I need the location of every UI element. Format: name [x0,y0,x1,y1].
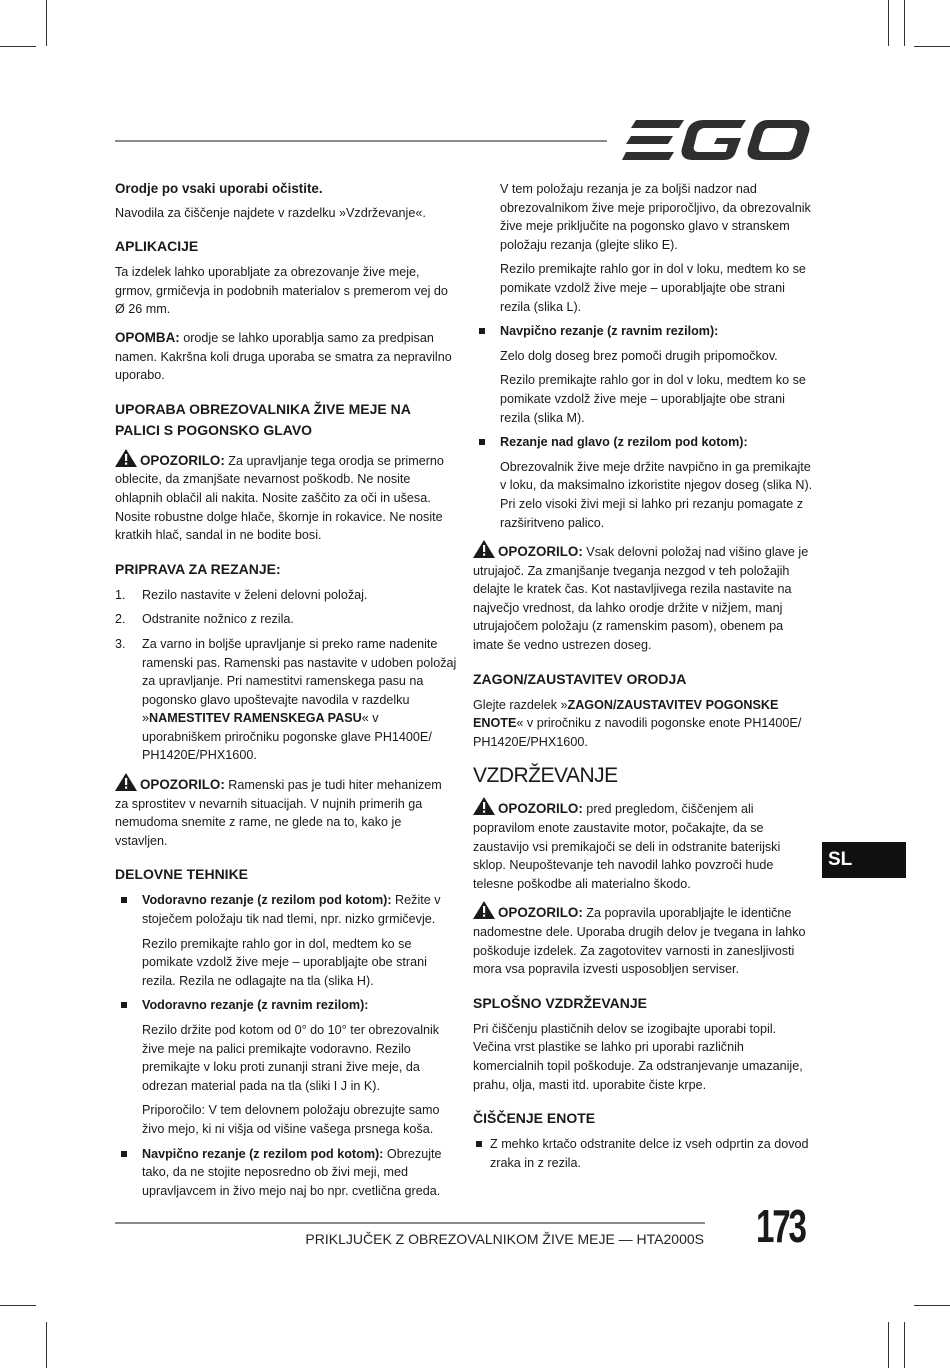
list-item: Navpično rezanje (z ravnim rezilom): Zelo dolg doseg brez pomoči drugih pripomočkov. Rezilo premikajte rahlo gor in dol v loku, medtem ko se pomikate vzdolž žive meje – uporabljajte obe strani rezila (slika M). [473,322,813,427]
warning-triangle-icon [115,773,137,791]
general-maintenance-text: Pri čiščenju plastičnih delov se izogibajte uporabi topil. Večina vrst plastike se lahko pri uporabi različnih komercialnih topil poškoduje. Za odstranjevanje umazanije, prahu, olja, masti itd. uporabite čiste krpe. [473,1021,803,1092]
general-maintenance-heading: SPLOŠNO VZDRŽEVANJE [473,994,647,1011]
crop-mark [46,1322,47,1368]
warning-text: Vsak delovni položaj nad višino glave je utrujajoč. Za zmanjšanje tveganja nezgod v teh položajih delajte le kratek čas. Kot nastavljivega rezila nastavite na največjo vrednost, da lahko orodje držite v nižjem, manj utrujajočem položaju (z ramenskim pasom), obenem pa imate še vedno ustrezen doseg. [473,545,809,653]
preparation-heading: PRIPRAVA ZA REZANJE: [115,560,281,577]
warning-triangle-icon [115,449,137,467]
note-paragraph [115,329,457,385]
bullet-icon [121,1002,127,1008]
crop-mark [904,1322,905,1368]
warning-overhead [473,540,813,655]
continued-text: Rezilo premikajte rahlo gor in dol v loku, medtem ko se pomikate vzdolž žive meje – uporabljajte obe strani rezila (slika L). [500,262,806,314]
bullet-icon [121,1151,127,1157]
warning-maintenance [473,797,813,893]
warning-label: OPOZORILO: [140,452,225,468]
language-tab: SL [822,842,906,878]
crop-mark [46,0,47,46]
list-item: Navpično rezanje (z rezilom pod kotom): Obrezujte tako, da ne stojite neposredno ob živi meji, med upravljavcem in živo mejo naj bo npr. cvetlična greda. [115,1145,457,1201]
bullet-icon [476,1141,482,1147]
warning-triangle-icon [473,901,495,919]
crop-mark [904,0,905,46]
warning-text: Ramenski pas je tudi hiter mehanizem za sprostitev v nevarnih situacijah. V nujnih primerih ga nemudoma snemite z rame, ne glede na to, kako je vstavljen. [115,778,442,848]
list-item: 1. Rezilo nastavite v želeni delovni položaj. [115,587,368,602]
left-column [115,180,457,1206]
crop-mark [0,1305,36,1306]
warning-triangle-icon [473,797,495,815]
continued-text: V tem položaju rezanja je za boljši nadzor nad obrezovalnikom žive meje priporočljivo, da obrezovalnik žive meje priključite na pogonsko glavo v stranskem položaju rezanja (glejte sliko E). [500,182,811,252]
header-rule [115,140,607,142]
start-stop-heading: ZAGON/ZAUSTAVITEV ORODJA [473,670,687,687]
unit-cleaning-list [473,1135,813,1172]
bullet-icon [479,328,485,334]
crop-mark [888,1322,889,1368]
applications-heading: APLIKACIJE [115,238,199,255]
warning-label: OPOZORILO: [498,905,583,921]
warning-text: Za popravila uporabljajte le identične nadomestne dele. Uporaba drugih delov je tvegana in lahko poškoduje izdelek. Za zagotovitev varnosti in zanesljivosti mora vsa popravila izvesti usposobljen serviser. [473,906,806,977]
techniques-list [115,891,457,1200]
preparation-list [115,586,457,765]
ego-logo [622,118,810,162]
note-text: orodje se lahko uporablja samo za predpisan namen. Kakršna koli druga uporaba se smatra za nepravilno uporabo. [115,330,452,383]
warning-label: OPOZORILO: [498,544,583,560]
applications-text: Ta izdelek lahko uporabljate za obrezovanje žive meje, grmov, grmičevja in podobnih materialov s premerom vej do Ø 26 mm. [115,265,448,317]
techniques-list-continued [473,322,813,532]
clean-text: Navodila za čiščenje najdete v razdelku »Vzdrževanje«. [115,205,426,220]
list-item: 2. Odstranite nožnico z rezila. [115,612,294,627]
warning-text: pred pregledom, čiščenjem ali popravilom enote zaustavite motor, počakajte, da se zaustavijo vsi premikajoči se deli in odstranite baterijski sklop. Neupoštevanje teh navodil lahko povzroči hude telesne poškodbe ali materialno škodo. [473,802,781,891]
bullet-icon [479,439,485,445]
techniques-heading: DELOVNE TEHNIKE [115,866,249,883]
warning-label: OPOZORILO: [140,777,225,793]
crop-mark [0,46,36,47]
usage-heading: UPORABA OBREZOVALNIKA ŽIVE MEJE NA PALICI S POGONSKO GLAVO [115,400,411,438]
maintenance-heading: VZDRŽEVANJE [473,764,618,788]
clean-title: Orodje po vsaki uporabi očistite. [115,181,323,196]
warning-repairs [473,901,813,978]
start-stop-text: Glejte razdelek »ZAGON/ZAUSTAVITEV POGONSKE ENOTE« v priročniku z navodili pogonske enote PH1400E/ PH1420E/PHX1600. [473,697,802,749]
page-number: 173 [756,1200,805,1252]
warning-clothing [115,449,457,545]
list-item: Z mehko krtačo odstranite delce iz vseh odprtin za dovod zraka in z rezila. [473,1135,813,1172]
note-label: OPOMBA: [115,329,180,345]
warning-triangle-icon [473,540,495,558]
footer-rule [115,1222,705,1224]
list-item: Vodoravno rezanje (z ravnim rezilom): Rezilo držite pod kotom od 0° do 10° ter obrezovalnik žive meje na palici premikajte vodoravno. Rezilo premikajte v loku proti zunanji strani žive meje, da odrezan material pada na tla (sliki I J in K). Priporočilo: V tem delovnem položaju obrezujte samo živo mejo, ki ni višja od višine vašega prsnega koša. [115,996,457,1138]
warning-text: Za upravljanje tega orodja se primerno oblecite, da zmanjšate nevarnost poškodb. Ne nosite ohlapnih oblačil ali nakita. Nosite zaščito za oči in ušesa. Nosite robustne dolge hlače, škornje in rokavice. Ne nosite kratkih hlač, sandal in ne bodite bosi. [115,453,444,543]
list-item: Rezanje nad glavo (z rezilom pod kotom): Obrezovalnik žive meje držite navpično in ga premikajte v loku, da maksimalno izkoristite njegov doseg (slika N). Pri zelo visoki živi meji si lahko pri rezanju pomagate z razširitveno palico. [473,433,813,532]
bullet-icon [121,897,127,903]
unit-cleaning-heading: ČIŠČENJE ENOTE [473,1110,596,1127]
crop-mark [888,0,889,46]
crop-mark [914,46,950,47]
right-column [473,180,813,1178]
warning-shoulder-strap [115,773,457,850]
list-item: Vodoravno rezanje (z rezilom pod kotom): Režite v stoječem položaju tik nad tlemi, npr. nizko grmičevje. Rezilo premikajte rahlo gor in dol, medtem ko se pomikate vzdolž žive meje – uporabljajte obe strani rezila. Rezila ne odlagajte na tla (slika H). [115,891,457,990]
footer-title: PRIKLJUČEK Z OBREZOVALNIKOM ŽIVE MEJE — HTA2000S [305,1231,704,1247]
crop-mark [914,1305,950,1306]
warning-label: OPOZORILO: [498,801,583,817]
list-item: 3. Za varno in boljše upravljanje si preko rame nadenite ramenski pas. Ramenski pas nastavite v udoben položaj za upravljanje. Pri namestitvi ramenskega pasu na pogonsko glavo upoštevajte navodila v razdelku »NAMESTITEV RAMENSKEGA PASU« v uporabniškem priročniku pogonske glave PH1400E/ PH1420E/PHX1600. [115,636,457,763]
